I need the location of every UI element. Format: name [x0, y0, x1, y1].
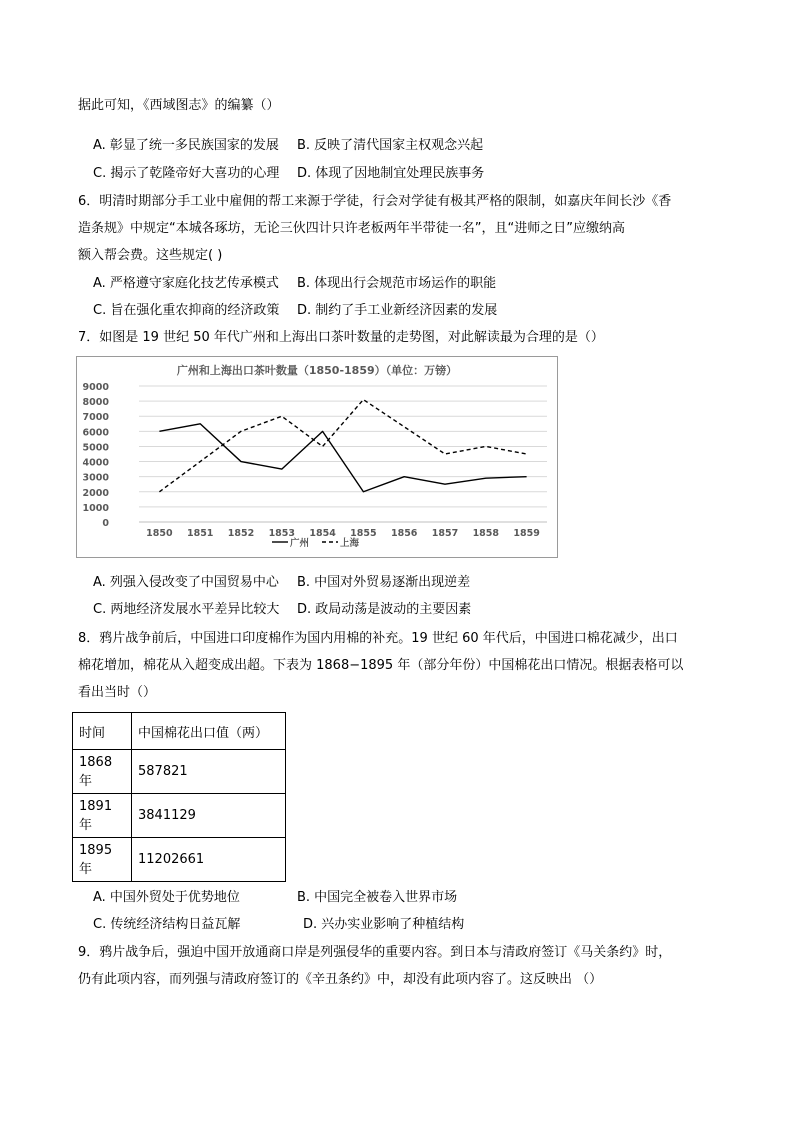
y-tick-label: 2000: [82, 487, 109, 499]
table-cell: 587821: [132, 750, 286, 794]
question-6-option-b[interactable]: B. 体现出行会规范市场运作的职能: [297, 276, 497, 291]
question-8-stem-line1: 8．鸦片战争前后，中国进口印度棉作为国内用棉的补充。19 世纪 60 年代后，中国进口棉花减少，出口: [78, 631, 678, 646]
table-cell: 1895 年: [73, 838, 132, 882]
question-6-stem-line2: 造条规》中规定“本城各琢坊，无论三伙四计只许老板两年半带徒一名”，且“进师之日”应缴纳高: [78, 221, 625, 236]
x-tick-label: 1852: [227, 528, 255, 539]
x-tick-label: 1854: [309, 528, 336, 539]
question-6-option-c[interactable]: C. 旨在强化重农抑商的经济政策: [93, 303, 280, 318]
question-6-stem-line3: 额入帮会费。这些规定( ): [78, 248, 223, 263]
question-6-option-a[interactable]: A. 严格遵守家庭化技艺传承模式: [93, 276, 279, 291]
x-tick-label: 1859: [513, 528, 540, 539]
x-tick-label: 1858: [472, 528, 500, 539]
question-7-option-b[interactable]: B. 中国对外贸易逐渐出现逆差: [297, 575, 471, 590]
table-cell: 3841129: [132, 794, 286, 838]
table-header-cell: 时间: [73, 713, 132, 750]
tea-export-chart: [76, 356, 558, 558]
table-header-row: [73, 713, 286, 750]
x-tick-label: 1857: [431, 528, 459, 539]
question-8-stem-line2: 棉花增加，棉花从入超变成出超。下表为 1868−1895 年（部分年份）中国棉花出口情况。根据表格可以: [78, 658, 684, 673]
y-tick-label: 9000: [82, 382, 109, 393]
legend-label: 上海: [340, 538, 360, 549]
question-6-stem-line1: 6．明清时期部分手工业中雇佣的帮工来源于学徒，行会对学徒有极其严格的限制，如嘉庆年间长沙《香: [78, 194, 672, 209]
question-8-option-c[interactable]: C. 传统经济结构日益瓦解: [93, 917, 241, 932]
x-tick-label: 1851: [186, 528, 214, 539]
question-8-option-a[interactable]: A. 中国外贸处于优势地位: [93, 890, 240, 905]
question-5-stem: 据此可知，《西域图志》的编纂（）: [78, 98, 280, 113]
series-line-shanghai: [159, 400, 526, 492]
y-tick-label: 0: [102, 518, 109, 529]
x-tick-label: 1855: [350, 528, 377, 539]
question-7-option-d[interactable]: D. 政局动荡是波动的主要因素: [297, 602, 472, 617]
chart-svg: [77, 357, 557, 557]
table-cell: 11202661: [132, 838, 286, 882]
y-tick-label: 8000: [82, 397, 109, 409]
y-tick-label: 5000: [82, 442, 109, 454]
question-9-stem-line1: 9．鸦片战争后，强迫中国开放通商口岸是列强侵华的重要内容。到日本与清政府签订《马关条约》时，: [78, 945, 672, 960]
series-line-guangzhou: [159, 424, 526, 492]
legend-label: 广州: [290, 538, 310, 549]
x-tick-label: 1850: [146, 528, 173, 539]
question-8-option-d[interactable]: D. 兴办实业影响了种植结构: [303, 917, 465, 932]
table-row: [73, 838, 286, 882]
question-9-stem-line2: 仍有此项内容，而列强与清政府签订的《辛丑条约》中，却没有此项内容了。这反映出 （）: [78, 972, 603, 987]
y-tick-label: 7000: [82, 412, 109, 424]
table-header-cell: 中国棉花出口值（两）: [132, 713, 286, 750]
question-7-stem: 7．如图是 19 世纪 50 年代广州和上海出口茶叶数量的走势图，对此解读最为合理的是（）: [78, 330, 604, 345]
question-5-option-c[interactable]: C. 揭示了乾隆帝好大喜功的心理: [93, 166, 280, 181]
chart-title: 广州和上海出口茶叶数量（1850-1859）（单位：万镑）: [176, 364, 458, 377]
cotton-export-table: [72, 712, 286, 882]
question-8-option-b[interactable]: B. 中国完全被卷入世界市场: [297, 890, 458, 905]
question-7-option-c[interactable]: C. 两地经济发展水平差异比较大: [93, 602, 280, 617]
question-5-option-b[interactable]: B. 反映了清代国家主权观念兴起: [297, 138, 484, 153]
table-row: [73, 750, 286, 794]
y-tick-label: 3000: [82, 472, 109, 484]
question-8-stem-line3: 看出当时（）: [78, 685, 157, 700]
y-tick-label: 6000: [82, 427, 109, 439]
y-tick-label: 1000: [82, 502, 109, 514]
question-6-option-d[interactable]: D. 制约了手工业新经济因素的发展: [297, 303, 498, 318]
y-tick-label: 4000: [82, 457, 109, 469]
table-cell: 1891 年: [73, 794, 132, 838]
question-5-option-a[interactable]: A. 彰显了统一多民族国家的发展: [93, 138, 279, 153]
question-7-option-a[interactable]: A. 列强入侵改变了中国贸易中心: [93, 575, 279, 590]
x-tick-label: 1856: [390, 528, 418, 539]
question-5-option-d[interactable]: D. 体现了因地制宜处理民族事务: [297, 166, 485, 181]
table-cell: 1868 年: [73, 750, 132, 794]
table-row: [73, 794, 286, 838]
x-tick-label: 1853: [268, 528, 296, 539]
